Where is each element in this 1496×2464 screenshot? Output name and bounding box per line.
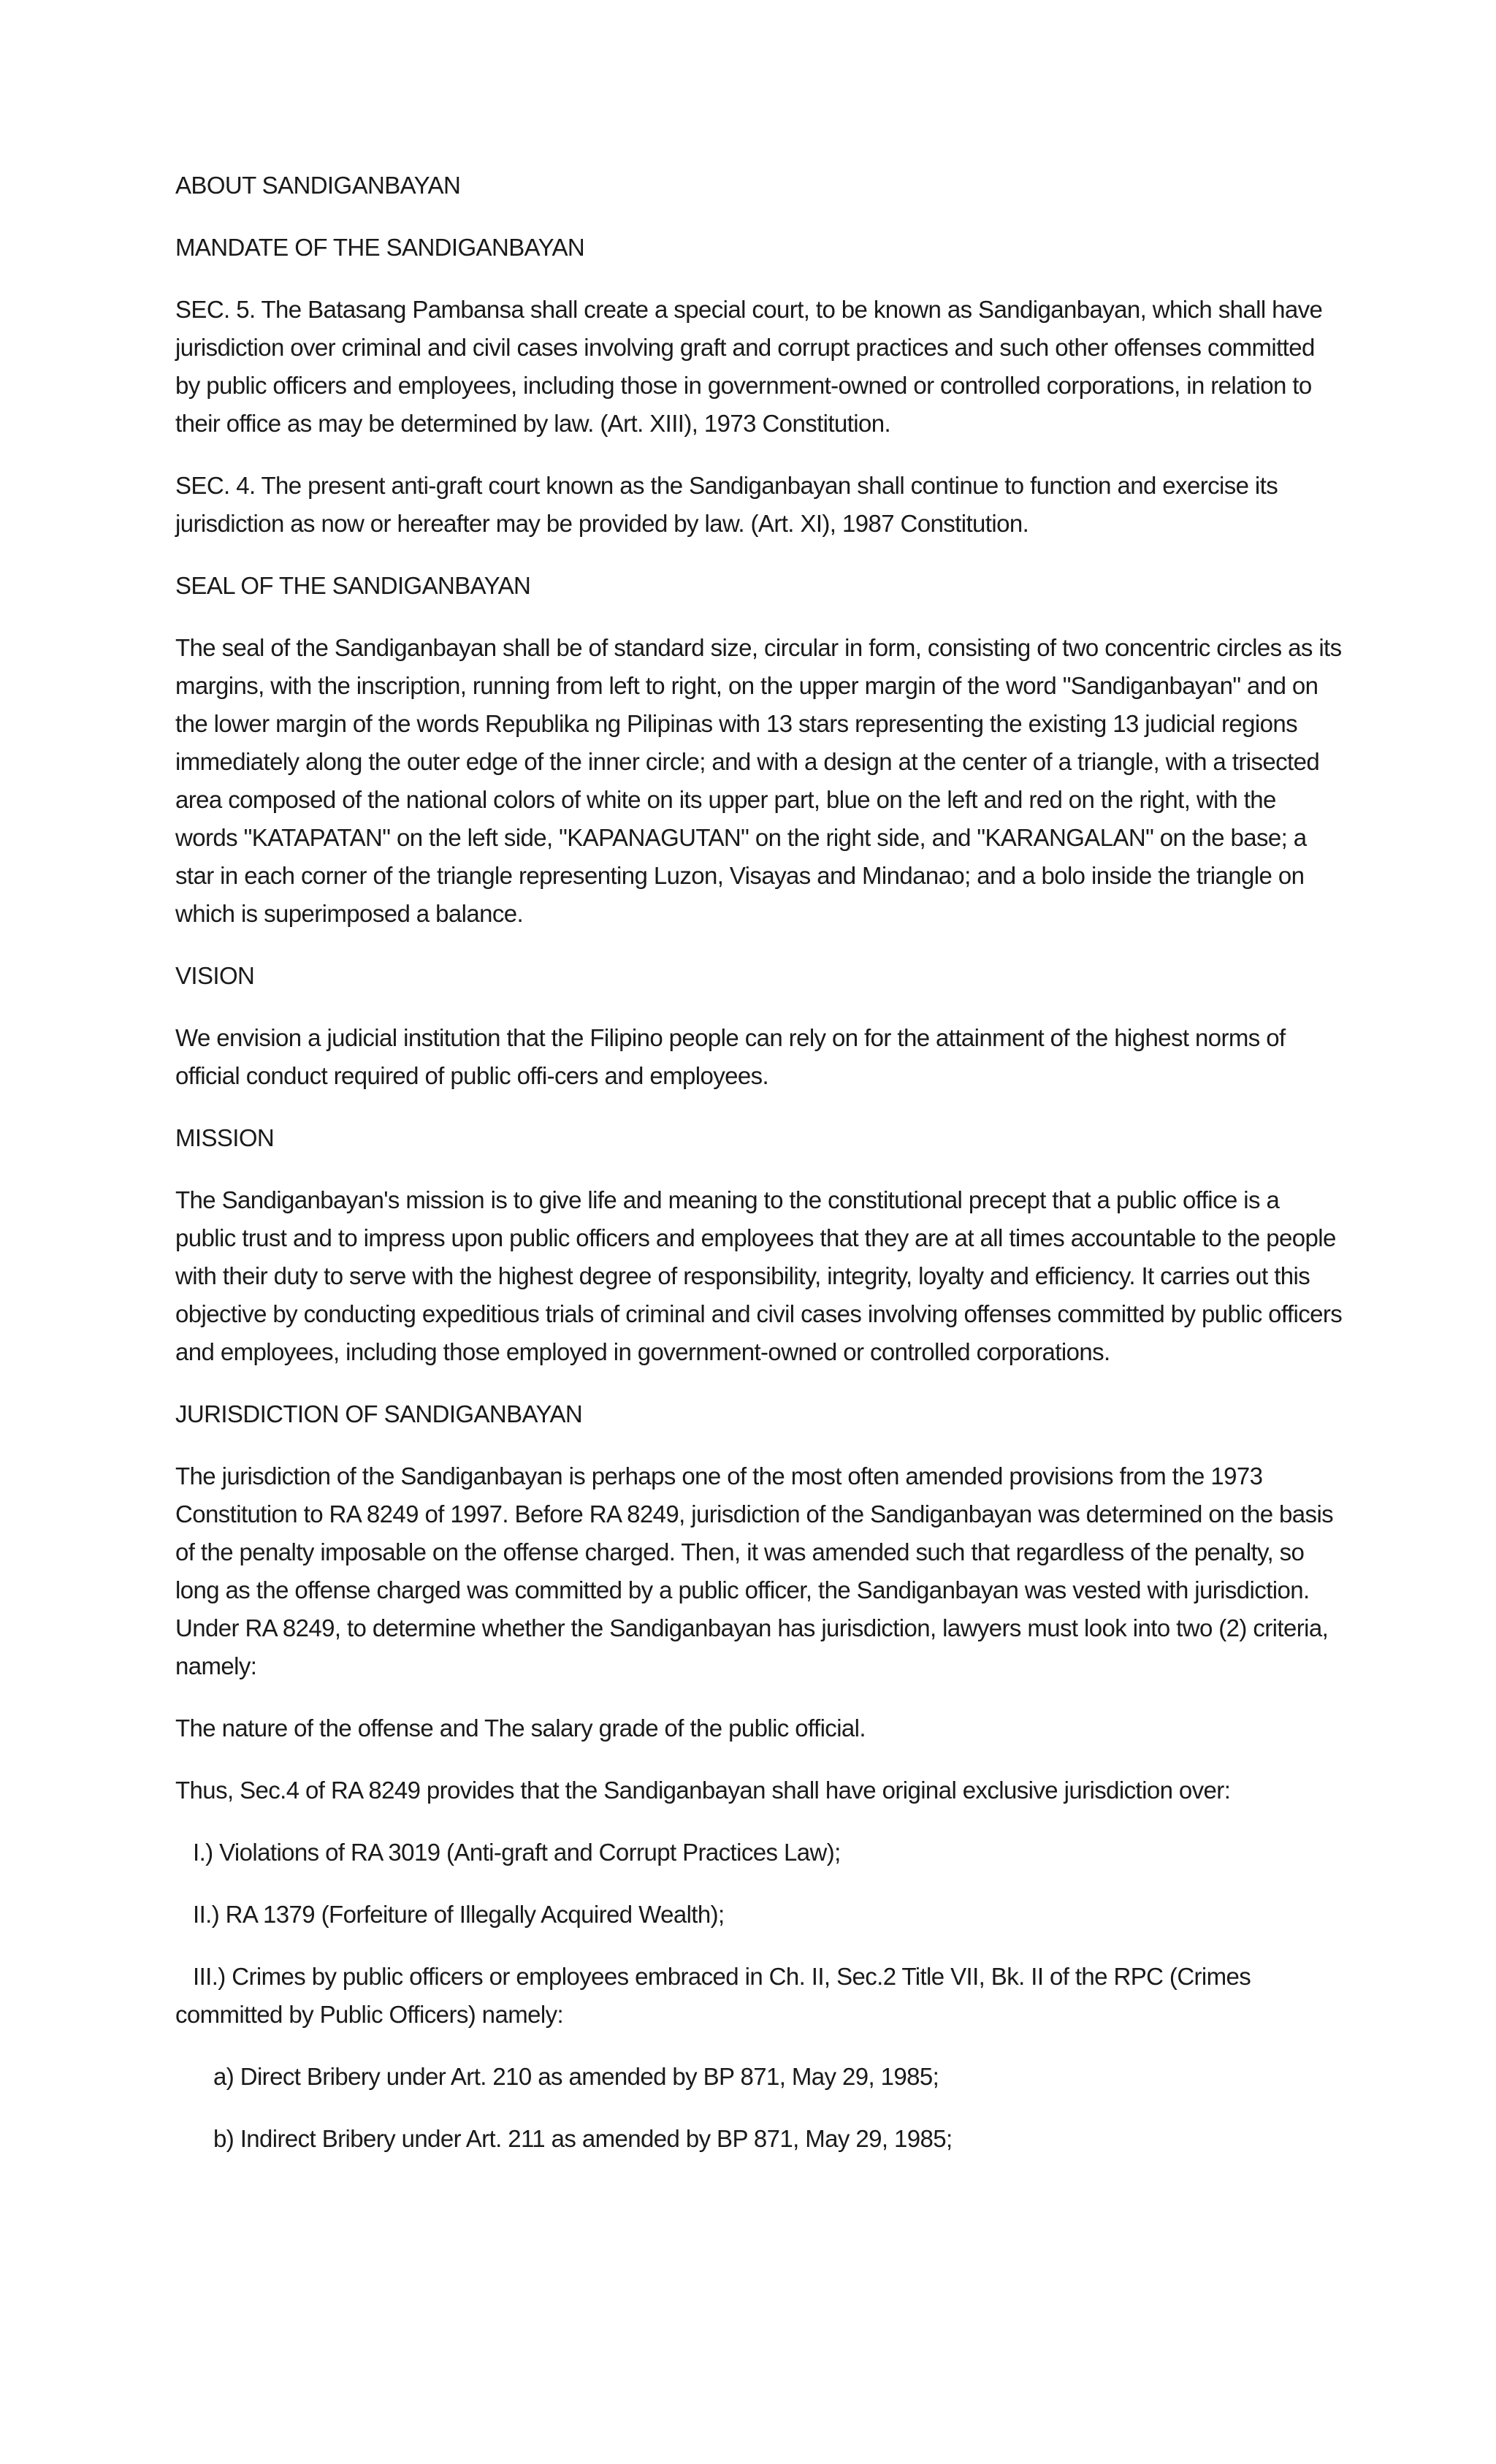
jurisdiction-sec4-paragraph: Thus, Sec.4 of RA 8249 provides that the Sandiganbayan shall have original exclusive jurisdiction over: (175, 1777, 1231, 1804)
mandate-sec4-paragraph: SEC. 4. The present anti-graft court known as the Sandiganbayan shall continue to function and exercise its jurisdiction as now or hereafter may be provided by law. (Art. XI), 1987 Constitution. (175, 472, 1278, 537)
jurisdiction-item-3-text: III.) Crimes by public officers or employees embraced in Ch. II, Sec.2 Title VII, Bk. II of the RPC (Crimes committed by Public Officers) namely: (175, 1963, 1251, 2028)
jurisdiction-subitem-b: b) Indirect Bribery under Art. 211 as amended by BP 871, May 29, 1985; (213, 2125, 953, 2152)
mission-heading: MISSION (175, 1124, 275, 1151)
jurisdiction-item-2: II.) RA 1379 (Forfeiture of Illegally Acquired Wealth); (193, 1901, 725, 1928)
mission-paragraph: The Sandiganbayan's mission is to give life and meaning to the constitutional precept that a public office is a public trust and to impress upon public officers and employees that they are at all times accountable to the people with their duty to serve with the highest degree of responsibility, integrity, loyalty and efficiency. It carries out this objective by conducting expeditious trials of criminal and civil cases involving offenses committed by public officers and employees, including those employed in government-owned or controlled corporations. (175, 1186, 1343, 1365)
vision-heading: VISION (175, 962, 255, 989)
jurisdiction-subitem-a: a) Direct Bribery under Art. 210 as amended by BP 871, May 29, 1985; (213, 2063, 939, 2090)
page-title: ABOUT SANDIGANBAYAN (175, 172, 461, 199)
mandate-sec5-paragraph: SEC. 5. The Batasang Pambansa shall create a special court, to be known as Sandiganbayan, which shall have jurisdiction over criminal and civil cases involving graft and corrupt practices and such other offenses committed by public officers and employees, including those in government-owned or controlled corporations, in relation to their office as may be determined by law. (Art. XIII), 1973 Constitution. (175, 296, 1323, 437)
jurisdiction-intro-paragraph: The jurisdiction of the Sandiganbayan is perhaps one of the most often amended provisions from the 1973 Constitution to RA 8249 of 1997. Before RA 8249, jurisdiction of the Sandiganbayan was determined on the basis of the penalty imposable on the offense charged. Then, it was amended such that regardless of the penalty, so long as the offense charged was committed by a public officer, the Sandiganbayan was vested with jurisdiction. Under RA 8249, to determine whether the Sandiganbayan has jurisdiction, lawyers must look into two (2) criteria, namely: (175, 1462, 1334, 1679)
vision-paragraph: We envision a judicial institution that the Filipino people can rely on for the attainment of the highest norms of official conduct required of public offi-cers and employees. (175, 1024, 1286, 1089)
jurisdiction-item-3 (175, 1958, 1344, 2034)
seal-paragraph: The seal of the Sandiganbayan shall be of standard size, circular in form, consisting of two concentric circles as its margins, with the inscription, running from left to right, on the upper margin of the word "Sandiganbayan" and on the lower margin of the words Republika ng Pilipinas with 13 stars representing the existing 13 judicial regions immediately along the outer edge of the inner circle; and with a design at the center of a triangle, with a trisected area composed of the national colors of white on its upper part, blue on the left and red on the right, with the words "KATAPATAN" on the left side, "KAPANAGUTAN" on the right side, and "KARANGALAN" on the base; a star in each corner of the triangle representing Luzon, Visayas and Mindanao; and a bolo inside the triangle on which is superimposed a balance. (175, 634, 1342, 927)
jurisdiction-heading: JURISDICTION OF SANDIGANBAYAN (175, 1400, 583, 1427)
mandate-heading: MANDATE OF THE SANDIGANBAYAN (175, 234, 585, 261)
jurisdiction-criteria-paragraph: The nature of the offense and The salary grade of the public official. (175, 1714, 866, 1742)
document-page (175, 167, 1344, 2182)
seal-heading: SEAL OF THE SANDIGANBAYAN (175, 572, 531, 599)
jurisdiction-item-1: I.) Violations of RA 3019 (Anti-graft and Corrupt Practices Law); (193, 1839, 841, 1866)
